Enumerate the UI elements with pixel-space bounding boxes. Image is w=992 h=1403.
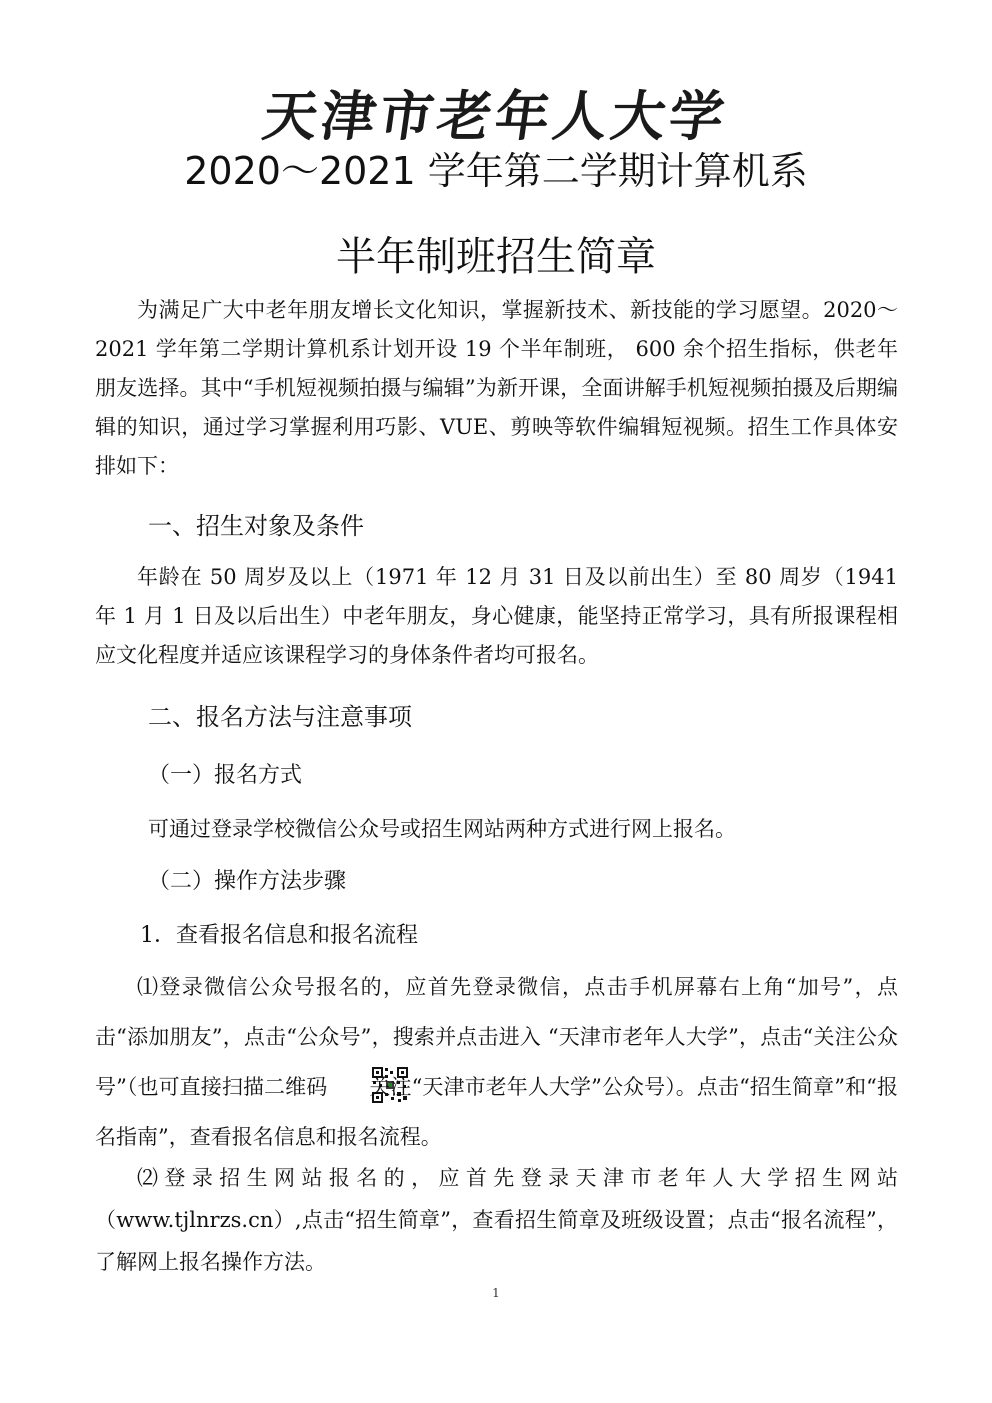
page-number: 1	[492, 1286, 500, 1300]
step1-paragraph-wechat	[95, 962, 898, 1162]
subsection2-heading: （二）操作方法步骤	[148, 869, 347, 894]
document-title-line1: 2020～2021 学年第二学期计算机系	[184, 149, 808, 193]
section1-heading: 一、招生对象及条件	[148, 512, 364, 540]
document-title-line2: 半年制班招生简章	[336, 234, 656, 280]
step1-paragraph-website: ⑵登录招生网站报名的，应首先登录天津市老年人大学招生网站（www.tjlnrzs.cn）,点击“招生简章”，查看招生简章及班级设置；点击“报名流程”，了解网上报名操作方法。	[95, 1166, 898, 1274]
section2-heading: 二、报名方法与注意事项	[148, 703, 412, 731]
step1-wechat-text-after: 关注“天津市老年人大学”公众号）。点击“招生简章”和“报名指南”，查看报名信息和报名流程。	[95, 1075, 898, 1149]
qr-code-icon	[329, 1066, 367, 1104]
step1-wechat-text-before: ⑴登录微信公众号报名的，应首先登录微信，点击手机屏幕右上角“加号”，点击“添加朋友”，点击“公众号”，搜索并点击进入 “天津市老年人大学”，点击“关注公众号”（也可直接扫描二维码	[95, 975, 898, 1099]
subsection1-heading: （一）报名方式	[148, 763, 303, 788]
subsection1-paragraph: 可通过登录学校微信公众号或招生网站两种方式进行网上报名。	[148, 817, 736, 841]
section1-paragraph: 年龄在 50 周岁及以上（1971 年 12 月 31 日及以前出生）至 80 周岁（1941 年 1 月 1 日及以后出生）中老年朋友，身心健康，能坚持正常学习，具有所报课程相应文化程度并适应该课程学习的身体条件者均可报名。	[95, 565, 898, 667]
school-logo-text: 天津市老年人大学	[259, 84, 733, 148]
step1-heading: 1．查看报名信息和报名流程	[140, 923, 418, 948]
intro-paragraph: 为满足广大中老年朋友增长文化知识，掌握新技术、新技能的学习愿望。2020～2021 学年第二学期计算机系计划开设 19 个半年制班， 600 余个招生指标，供老年朋友选择。其中“手机短视频拍摄与编辑”为新开课，全面讲解手机短视频拍摄及后期编辑的知识，通过学习掌握利用巧影、VUE、剪映等软件编辑短视频。招生工作具体安排如下：	[95, 298, 898, 478]
